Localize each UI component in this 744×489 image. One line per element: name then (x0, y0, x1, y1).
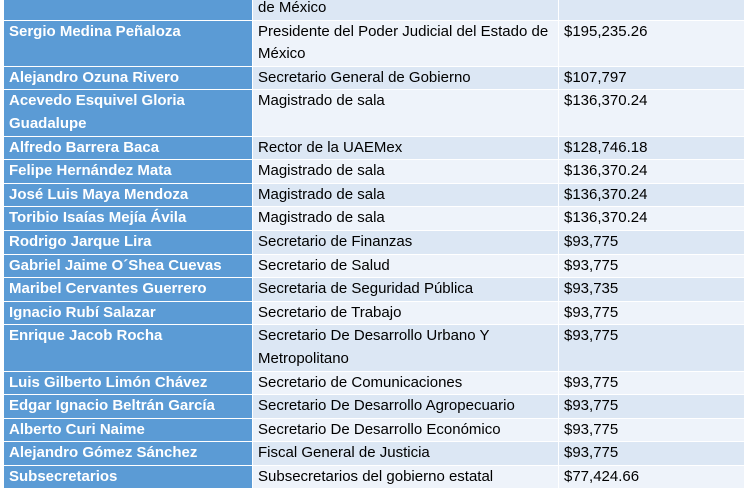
position-cell: Secretario de Salud (253, 254, 559, 278)
salary-table-body (4, 0, 744, 489)
official-name-cell: Alberto Curi Naime (4, 418, 253, 442)
position-cell: Fiscal General de Justicia (253, 442, 559, 466)
salary-cell: $77,424.66 (559, 465, 744, 489)
official-name-cell: Ignacio Rubí Salazar (4, 301, 253, 325)
table-row (4, 465, 744, 489)
position-cell: Magistrado de sala (253, 207, 559, 231)
table-row (4, 20, 744, 66)
table-row (4, 66, 744, 90)
salary-cell: $93,775 (559, 371, 744, 395)
salary-cell: $136,370.24 (559, 207, 744, 231)
official-name-cell: Alejandro Ozuna Rivero (4, 66, 253, 90)
official-name-cell: José Luis Maya Mendoza (4, 183, 253, 207)
official-name-cell: Acevedo Esquivel Gloria Guadalupe (4, 90, 253, 136)
official-name-cell: Maribel Cervantes Guerrero (4, 278, 253, 302)
official-name-cell: Toribio Isaías Mejía Ávila (4, 207, 253, 231)
salary-cell: $136,370.24 (559, 183, 744, 207)
table-row (4, 183, 744, 207)
salary-cell: $93,775 (559, 395, 744, 419)
table-row (4, 301, 744, 325)
table-row (4, 395, 744, 419)
official-name-cell: Alfredo Barrera Baca (4, 136, 253, 160)
table-row (4, 160, 744, 184)
official-name-cell: Edgar Ignacio Beltrán García (4, 395, 253, 419)
position-cell: de México (253, 0, 559, 20)
salary-cell: $128,746.18 (559, 136, 744, 160)
salary-cell: $93,775 (559, 254, 744, 278)
table-row (4, 371, 744, 395)
official-name-cell: Sergio Medina Peñaloza (4, 20, 253, 66)
position-cell: Secretario de Finanzas (253, 230, 559, 254)
table-row (4, 0, 744, 20)
salary-cell: $93,775 (559, 301, 744, 325)
salary-cell: $93,775 (559, 418, 744, 442)
salary-table (3, 0, 744, 489)
table-row (4, 207, 744, 231)
position-cell: Secretaria de Seguridad Pública (253, 278, 559, 302)
table-row (4, 325, 744, 371)
table-row (4, 254, 744, 278)
position-cell: Magistrado de sala (253, 90, 559, 136)
salary-cell: $93,775 (559, 325, 744, 371)
official-name-cell: Felipe Hernández Mata (4, 160, 253, 184)
salary-cell: $93,775 (559, 230, 744, 254)
official-name-cell: Enrique Jacob Rocha (4, 325, 253, 371)
salary-cell: $136,370.24 (559, 160, 744, 184)
position-cell: Secretario De Desarrollo Urbano Y Metropolitano (253, 325, 559, 371)
position-cell: Secretario General de Gobierno (253, 66, 559, 90)
salary-cell: $93,735 (559, 278, 744, 302)
position-cell: Magistrado de sala (253, 183, 559, 207)
official-name-cell: Alejandro Gómez Sánchez (4, 442, 253, 466)
position-cell: Rector de la UAEMex (253, 136, 559, 160)
official-name-cell: Subsecretarios (4, 465, 253, 489)
table-row (4, 278, 744, 302)
official-name-cell: Luis Gilberto Limón Chávez (4, 371, 253, 395)
position-cell: Secretario de Trabajo (253, 301, 559, 325)
table-row (4, 90, 744, 136)
position-cell: Secretario de Comunicaciones (253, 371, 559, 395)
table-row (4, 418, 744, 442)
position-cell: Secretario De Desarrollo Económico (253, 418, 559, 442)
table-row (4, 230, 744, 254)
position-cell: Secretario De Desarrollo Agropecuario (253, 395, 559, 419)
table-row (4, 136, 744, 160)
salary-cell: $93,775 (559, 442, 744, 466)
position-cell: Presidente del Poder Judicial del Estado de México (253, 20, 559, 66)
salary-cell (559, 0, 744, 20)
official-name-cell: Gabriel Jaime O´Shea Cuevas (4, 254, 253, 278)
salary-cell: $195,235.26 (559, 20, 744, 66)
table-row (4, 442, 744, 466)
position-cell: Magistrado de sala (253, 160, 559, 184)
salary-cell: $136,370.24 (559, 90, 744, 136)
official-name-cell: Rodrigo Jarque Lira (4, 230, 253, 254)
official-name-cell (4, 0, 253, 20)
position-cell: Subsecretarios del gobierno estatal (253, 465, 559, 489)
salary-cell: $107,797 (559, 66, 744, 90)
